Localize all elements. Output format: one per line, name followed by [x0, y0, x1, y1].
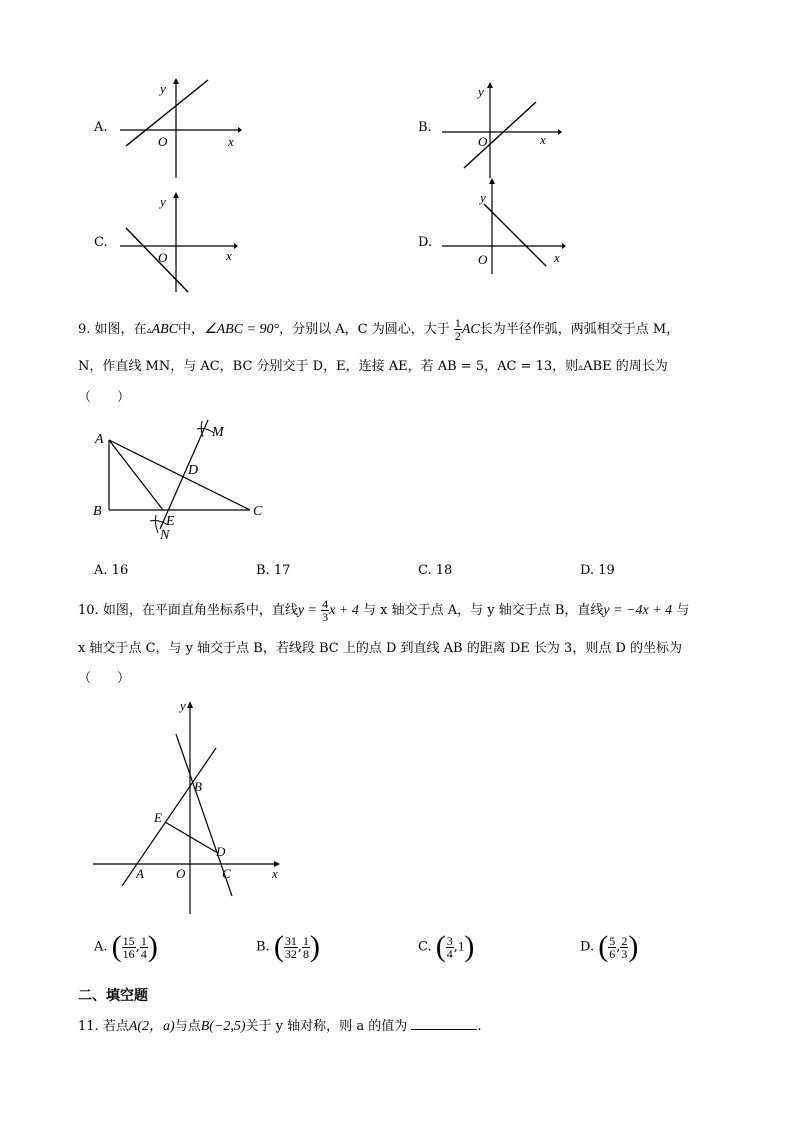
q10-option-c[interactable]: C. ( $\frac{3}{4}$ ,1): [418, 930, 475, 963]
q9-option-d[interactable]: D. 19: [580, 563, 615, 578]
q10-option-b[interactable]: B. ( $\frac{31}{32}$ , $\frac{1}{8}$ ): [256, 930, 320, 963]
q9-fig-label-n: N: [160, 528, 170, 543]
q9-stem-line1: 9. 如图，在▵ABC中，∠ABC = 90°，分别以 A，C 为圆心，大于 $\frac{1}{2}$ AC长为半径作弧，两弧相交于点 M，: [78, 316, 680, 343]
q8-b-y-label: y: [478, 84, 484, 99]
q8-a-origin-label: O: [158, 134, 168, 149]
q8-graph-c: [112, 190, 242, 294]
q10-stem-line2: x 轴交于点 C，与 y 轴交于点 B，若线段 BC 上的点 D 到直线 AB 的距离 DE 长为 3，则点 D 的坐标为: [78, 641, 683, 656]
q9-half-fraction: $\frac{1}{2}$: [454, 316, 461, 343]
q8-option-c-label: C.: [94, 235, 108, 250]
q9-option-b[interactable]: B. 17: [256, 563, 291, 578]
q8-option-a-label: A.: [94, 120, 108, 135]
q10-answer-paren: （ ）: [78, 671, 131, 686]
q8-option-b-label: B.: [418, 120, 432, 135]
q8-d-y-label: y: [480, 190, 486, 205]
q10-fig-label-c: C: [222, 866, 231, 881]
q10-fig-label-e: E: [154, 810, 162, 825]
q10-stem-line1: 10. 如图，在平面直角坐标系中，直线y = $\frac{4}{3}$ x + 4 与 x 轴交于点 A，与 y 轴交于点 B，直线y = −4x + 4 与: [78, 597, 690, 624]
section-title-fill-in: 二、填空题: [78, 988, 148, 1004]
q8-a-y-label: y: [160, 81, 166, 96]
q8-graph-a: [112, 78, 242, 180]
q9-fig-label-m: M: [212, 425, 224, 440]
q9-answer-paren: （ ）: [78, 390, 131, 405]
q9-figure: [88, 415, 278, 545]
q11-answer-blank[interactable]: [411, 1017, 477, 1030]
q10-fig-label-d: D: [216, 844, 226, 859]
q8-c-x-label: x: [226, 248, 232, 263]
q11-stem: 11. 若点A(2，a)与点B(−2,5)关于 y 轴对称，则 a 的值为 .: [78, 1019, 482, 1034]
q10-figure: [88, 698, 288, 918]
q9-fig-label-b: B: [93, 504, 102, 519]
q10-fig-label-y: y: [180, 698, 186, 713]
q8-c-y-label: y: [160, 194, 166, 209]
q10-fig-label-a: A: [136, 866, 144, 881]
q9-fig-label-e: E: [166, 514, 175, 529]
q10-option-a[interactable]: A. ( $\frac{15}{16}$ , $\frac{1}{4}$ ): [94, 930, 158, 963]
q10-eq1-fraction: $\frac{4}{3}$: [322, 597, 329, 624]
q9-option-a[interactable]: A. 16: [94, 563, 129, 578]
q10-fig-label-o: O: [176, 866, 186, 881]
q8-option-d-label: D.: [418, 235, 433, 250]
q8-d-origin-label: O: [478, 252, 488, 267]
q10-option-d[interactable]: D. ( $\frac{5}{6}$ , $\frac{2}{3}$ ): [580, 930, 639, 963]
q9-option-c[interactable]: C. 18: [418, 563, 453, 578]
q10-fig-label-x: x: [272, 866, 278, 881]
q8-b-x-label: x: [540, 132, 546, 147]
q9-fig-label-a: A: [95, 432, 104, 447]
q9-stem-line2: N，作直线 MN，与 AC，BC 分别交于 D，E，连接 AE，若 AB = 5，AC = 13，则▵ABE 的周长为: [78, 359, 668, 374]
q8-a-x-label: x: [228, 134, 234, 149]
q8-c-origin-label: O: [158, 250, 168, 265]
q9-fig-label-c: C: [253, 504, 263, 519]
q8-b-origin-label: O: [478, 134, 488, 149]
q8-d-x-label: x: [554, 250, 560, 265]
q9-fig-label-d: D: [188, 463, 199, 478]
q8-graph-b: [436, 80, 566, 180]
q10-fig-label-b: B: [194, 779, 202, 794]
q8-graph-d: [436, 176, 570, 276]
